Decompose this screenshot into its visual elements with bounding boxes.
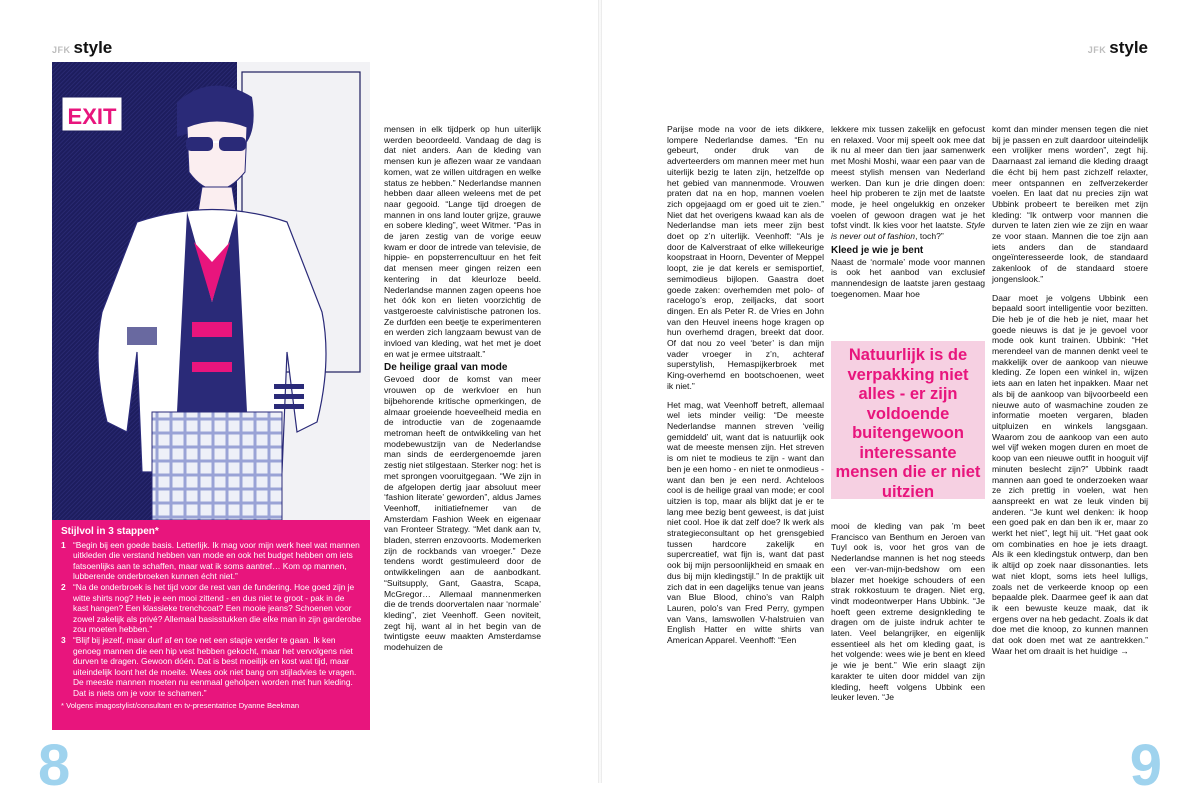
section-header-left: [52, 38, 112, 58]
header-sub: JFK: [52, 45, 71, 55]
page-gutter: [598, 0, 602, 783]
fashion-illustration-icon: [52, 62, 370, 520]
paragraph: Daar moet je volgens Ubbink een bepaald soort intelligentie voor bezitten. Die heb je of die heb je niet, maar het goede nieuws is dat je je gevoel voor mode ook kunt trainen. Ubbink: “Het merendeel van de mannen denkt veel te makkelijk over de aankoop van nieuwe kleding. Ze lopen een winkel in, wijzen iets aan en laten het inpakken. Maar net als bij de aankoop van bijvoorbeeld een nieuwe auto of wasmachine zouden ze informatie moeten vergaren, bladen uitpluizen en winkels langsgaan. Waarom zou de aankoop van een auto wel vijf weken mogen duren en moet de koop van een nieuwe outfit in hooguit vijf minuten beslecht zijn?” Ubbink raadt mannen aan goed te onderzoeken waar ze zich prettig in voelen, wat hen aanspreekt en wat ze leuk vinden bij anderen. “Je kunt wel denken: ik hoop een goed pak en dan ben ik er, maar zo werkt het niet”, legt hij uit. “Het gaat ook om combinaties en hoe je iets draagt. Als ik een kledingstuk ontwerp, dan ben ik altijd op zoek naar dissonanties. Iets wat niet klopt, soms iets heel lulligs, zoals net de verkeerde knoop op een bepaalde plek. Daarmee geef ik aan dat ik een bewuste keuze maak, dat ik ergens over na heb gedacht. Zoals ik dat doe met die knoop, zo kunnen mannen dat ook doen met wat ze aantrekken.” Waar het om draait is het huidige →: [992, 292, 1148, 656]
paragraph: mooi de kleding van pak ’m beet Francisco van Benthum en Jeroen van Tuyl ook is, voor het gros van de Nederlandse mannen is het nog steeds een ver-van-mijn-bedshow om een blazer met hoekige schouders of een strak rokkostuum te dragen. Niet erg, vindt modeontwerper Hans Ubbink. “Je hoeft geen extreme designkleding te dragen om de juiste indruk achter te laten. Veel belangrijker, en eigenlijk essentieel als het om kleding gaat, is het volgende: wees wie je bent en kleed je wie je bent.” Wie erin slaagt zijn karakter te uiten door middel van zijn kleding, heeft volgens Ubbink een leuker leven. “Je: [831, 521, 985, 703]
header-sub: JFK: [1087, 45, 1107, 55]
step-number: 3: [61, 634, 66, 645]
pull-quote: Natuurlijk is de verpakking niet alles - er zijn voldoende buitengewoon interessante mensen die er niet uitzien: [831, 341, 985, 499]
step-item: [61, 635, 362, 699]
steps-list: [61, 540, 362, 699]
page-number-right: 9: [1129, 733, 1162, 798]
steps-footnote: * Volgens imagostylist/consultant en tv-presentatrice Dyanne Beekman: [61, 700, 300, 710]
step-number: 1: [61, 539, 66, 550]
paragraph: Gevoed door de komst van meer vrouwen op de werkvloer en hun bijbehorende kritische opmerkingen, de almaar groeiende hoeveelheid media en de introductie van de zogenaamde metroman heeft de ontwikkeling van het modebewustzijn van de Nederlandse man sinds de eerdergenoemde jaren zestig niet stilgestaan. Sterker nog: het is met sprongen vooruitgegaan. “We zijn in de afgelopen dertig jaar absoluut meer ‘fashion literate’ geworden”, aldus James Veenhoff, initiatiefnemer van de Amsterdam Fashion Week en eigenaar van Fronteer Strategy. “Met dank aan tv, bladen, sterren enzovoorts. Modemerken zijn de rockbands van vroeger.” Deze tendens wordt gestimuleerd door de ontwikkelingen aan de aanbodkant. “Suitsupply, Gant, Gaastra, Scapa, McGregor… Allemaal mannenmerken die de trends doorvertalen naar ‘normale’ kleding”, ziet Veenhoff. Geen noviteit, zegt hij, want al in het begin van de twintigste eeuw maakten Amsterdamse modehuizen de: [384, 374, 541, 653]
paragraph-emphasis: Style is never out of fashion: [831, 220, 985, 242]
style-steps-box: [52, 520, 370, 730]
article-column-4: [992, 124, 1148, 656]
paragraph: [831, 124, 985, 242]
paragraph-text: lekkere mix tussen zakelijk en gefocust en relaxed. Voor mij speelt ook mee dat ik nu al meer dan tien jaar samenwerk met Moshi Moshi, waar een paar van de meest stylish mensen van Nederland werken. Dan kun je drie dingen doen: heel hip proberen te zijn met de laatste mode, je heel ongelukkig en onzeker voelen of gewoon dragen wat je het tofst vindt. Ik kies voor het laatste.: [831, 124, 985, 231]
step-text: “Begin bij een goede basis. Letterlijk. Ik mag voor mijn werk heel wat mannen uitkleden die verstand hebben van mode en ook het budget hebben om iets fatsoenlijks aan te schaffen, maar wat ik soms aantref… Kom op mannen, lubberende onderbroeken kunnen écht niet.”: [73, 539, 360, 582]
step-text: “Blijf bij jezelf, maar durf af en toe net een stapje verder te gaan. Ik ken genoeg mannen die een hip vest hebben gekocht, maar het vervolgens niet durven te dragen. Gewoon dóén. Dat is best moeilijk en kost wat tijd, maar uiteindelijk loont het de moeite. Wees ook niet bang om stijladvies te vragen. De meeste mannen moeten nu eenmaal geholpen worden met hun kleding. Dat is niets om je voor te schamen.”: [73, 634, 357, 698]
page-number-left: 8: [38, 733, 71, 798]
step-text: “Na de onderbroek is het tijd voor de rest van de fundering. Hoe goed zijn je witte shirts nog? Heb je een mooi zittend - en dus niet te groot - pak in de kast hangen? Een klassieke trenchcoat? Een mooie jeans? Schoenen voor zowel zakelijk als privé? Allemaal basisstukken die elke man in zijn garderobe zou moeten hebben.”: [73, 581, 362, 635]
step-item: [61, 582, 362, 635]
paragraph: mensen in elk tijdperk op hun uiterlijk werden beoordeeld. Vandaag de dag is dat niet anders. Aan de kleding van mensen kun je aflezen waar ze vandaan komen, wat ze willen uitdragen en welke status ze hebben.” Nederlandse mannen hebben daar alleen weleens met de pet naar gegooid. “Lange tijd droegen de mannen in ons land louter grijze, grauwe en sobere kleding”, weet Witmer. “Pas in de jaren zestig van de vorige eeuw kwam er door de intrede van televisie, de hippie- en popsterrencultuur en het feit dat mensen meer gingen reizen een kentering in dat kleurloze beeld. Nederlandse mannen zagen opeens hoe het óók kon en lieten voorzichtig de vastgeroeste calvinistische patronen los. Ze durfden een beetje te experimenteren en werden zich langzaam bewust van de invloed van kleding, wat het met je doet en wat je ermee uitstraalt.”: [384, 124, 541, 359]
paragraph: Parijse mode na voor de iets dikkere, lompere Nederlandse dames. “En nu gebeurt, onder druk van de adverteerders om mannen meer met hun uiterlijk bezig te laten zijn, hetzelfde op het gebied van mannenmode. Vrouwen praten dat na en hop, mannen voelen zich opgejaagd om er goed uit te zien.” Niet dat het overigens kwaad kan als de Nederlandse man iets meer zijn best doet op z’n uiterlijk. Veenhoff: “Als je door de Kalverstraat of elke willekeurige koopstraat in Hoorn, Deventer of Meppel loopt, zie je dat kerels er semisportief, semimodieus bijlopen. Gaastra doet goede zaken: overhemden met polo- of racelogo’s erop, zeiljacks, dat soort dingen. En als Peter R. de Vries en John van den Heuvel ineens hoge kragen op hun overhemd dragen, breekt dat door. Of dat nou zo veel ‘beter’ is dan mijn vader vroeger in z’n, achteraf superstylish, Hemaspijkerbroek met King-overhemd en bootschoenen, weet ik niet.”: [667, 124, 824, 391]
subheading: De heilige graal van mode: [384, 362, 508, 374]
header-main: style: [73, 38, 113, 57]
article-column-1: [384, 124, 541, 653]
paragraph: Het mag, wat Veenhoff betreft, allemaal wel iets minder veilig: “De meeste Nederlandse mannen streven ‘veilig gemiddeld’ uit, want dat is natuurlijk ook wat de meeste mensen zijn. Het streven is om niet te modieus te zijn - want dan ben je een homo - en niet te onmodieus - want dan ben je een nerd. Achteloos cool is de heilige graal van mode; er cool uitzien is top, maar als blijkt dat je er te lang mee bezig bent geweest, is dat juist niet cool. Hoe ik dat zelf doe? Ik werk als strategieconsultant op het grensgebied tussen hardcore zakelijk en supercreatief, wat fijn is, want dat past ook bij mijn persoonlijkheid en smaak en dus bij mijn kledingstijl.” In de praktijk uit zich dat in een dagelijks tenue van jeans van Blue Blood, chino’s van Ralph Lauren, polo’s van Fred Perry, gympen van Vans, lamswollen V-halstruien van English Hatter en witte shirts van American Apparel. Veenhoff: “Een: [667, 399, 824, 646]
exit-sign-text: EXIT: [67, 104, 117, 129]
header-main: style: [1109, 38, 1148, 57]
paragraph: komt dan minder mensen tegen die niet bij je passen en zult daardoor uiteindelijk een vrolijker mens worden”, zegt hij. Daarnaast zal iemand die kleding draagt die écht bij hem past zichzelf relaxter, meer ontspannen en zelfverzekerder voelen. En laat dat nu precies zijn wat Ubbink probeert te bereiken met zijn kleding: “Ik ontwerp voor mannen die durven te laten zien wie ze zijn en waar ze voor staan. Mannen die toe zijn aan iets anders dan de standaard ongeïnteresseerde look, de standaard zakenlook of de standaard stoere jongenslook.”: [992, 124, 1148, 284]
paragraph-end: , toch?”: [915, 231, 944, 242]
article-column-2: [667, 124, 824, 646]
paragraph: Naast de ‘normale’ mode voor mannen is ook het aanbod van exclusief mannendesign de laatste jaren gestaag toegenomen. Maar hoe: [831, 256, 985, 299]
section-header-right: [1088, 38, 1148, 58]
step-number: 2: [61, 581, 66, 592]
steps-title: Stijlvol in 3 stappen*: [61, 526, 159, 537]
article-column-3-bottom: [831, 521, 985, 703]
article-column-3-top: [831, 124, 985, 300]
step-item: [61, 540, 362, 582]
subheading: Kleed je wie je bent: [831, 244, 924, 256]
